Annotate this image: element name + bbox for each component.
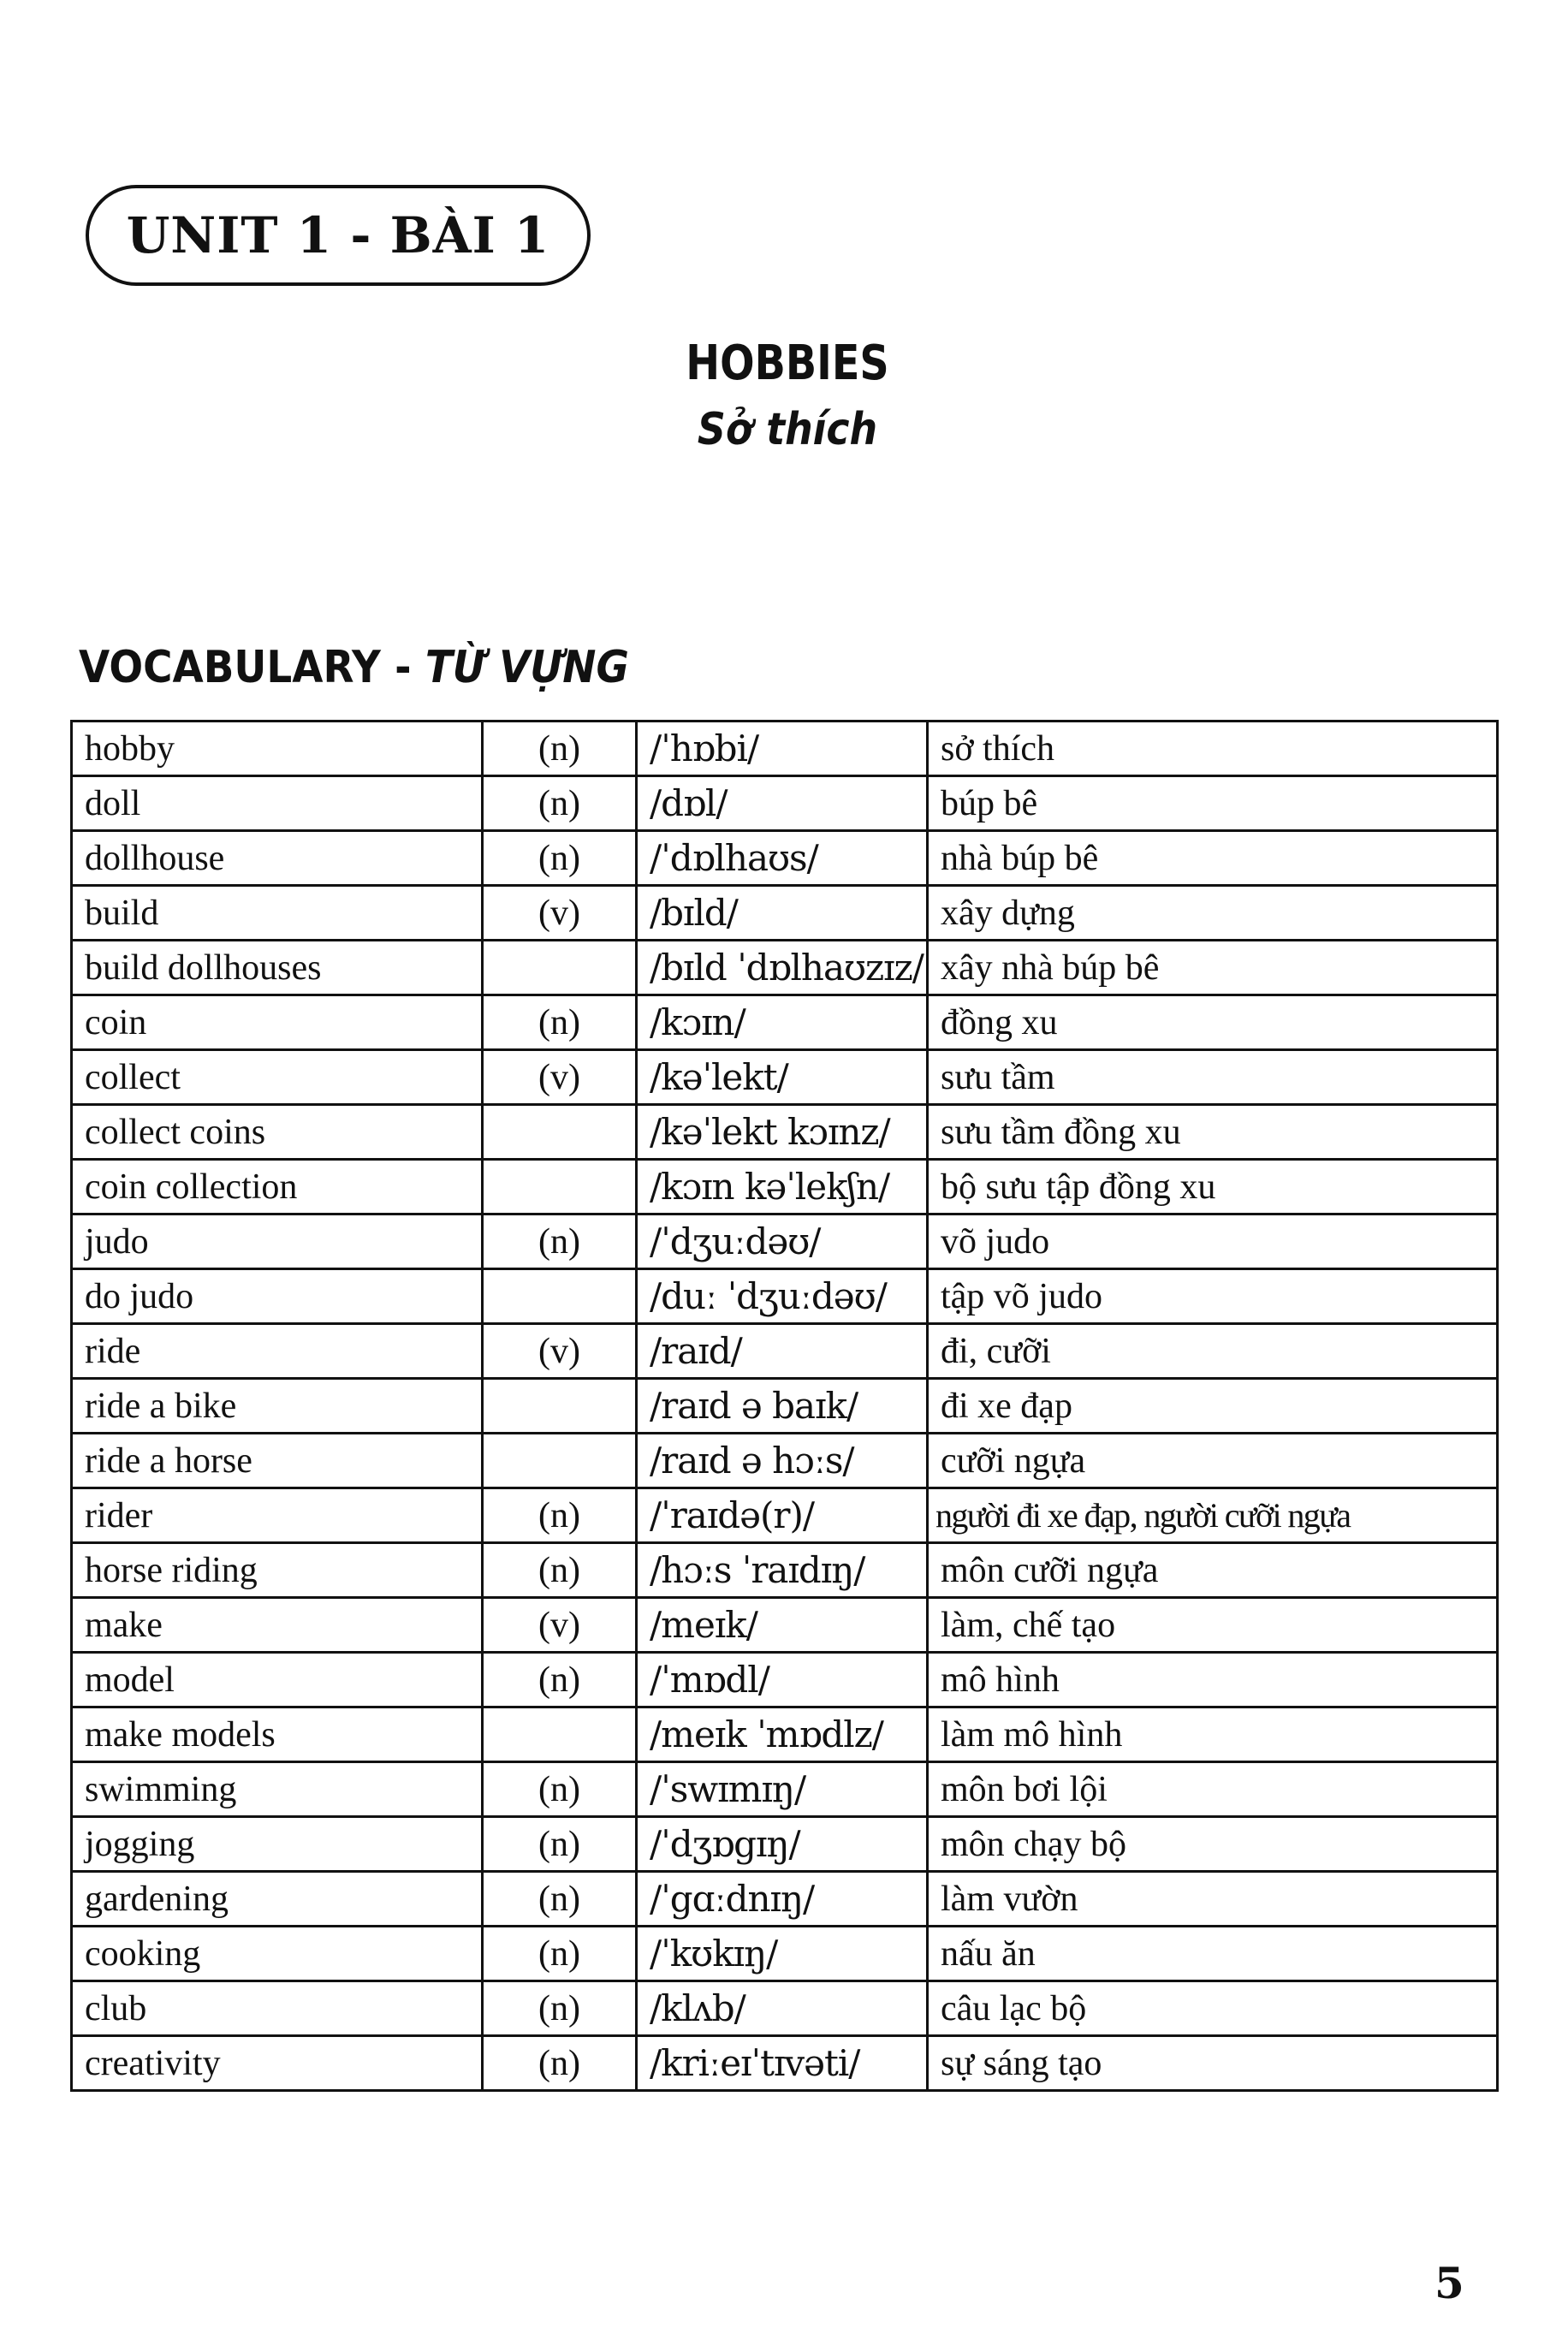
table-row — [72, 941, 1498, 995]
ipa-cell: /ˈmɒdl/ — [637, 1653, 928, 1707]
type-cell: (v) — [483, 1324, 637, 1379]
type-cell: (n) — [483, 1214, 637, 1269]
vocabulary-table-body — [72, 722, 1498, 2091]
table-row — [72, 831, 1498, 886]
ipa-cell: /ˈdʒɒgɪŋ/ — [637, 1817, 928, 1872]
meaning-cell: sưu tầm — [928, 1050, 1498, 1105]
ipa-cell: /ˈdɒlhaʊs/ — [637, 831, 928, 886]
table-row — [72, 1214, 1498, 1269]
word-cell: hobby — [72, 722, 483, 776]
table-row — [72, 995, 1498, 1050]
meaning-cell: đi xe đạp — [928, 1379, 1498, 1434]
meaning-cell: xây nhà búp bê — [928, 941, 1498, 995]
word-cell: ride a bike — [72, 1379, 483, 1434]
meaning-cell: môn cưỡi ngựa — [928, 1543, 1498, 1598]
table-row — [72, 1598, 1498, 1653]
ipa-cell: /raɪd ə baɪk/ — [637, 1379, 928, 1434]
type-cell: (n) — [483, 1762, 637, 1817]
meaning-cell: làm mô hình — [928, 1707, 1498, 1762]
table-row — [72, 1927, 1498, 1981]
page-subtitle: Sở thích — [697, 404, 878, 455]
ipa-cell: /raɪd ə hɔːs/ — [637, 1434, 928, 1488]
word-cell: club — [72, 1981, 483, 2036]
word-cell: swimming — [72, 1762, 483, 1817]
ipa-cell: /ˈkʊkɪŋ/ — [637, 1927, 928, 1981]
meaning-cell: võ judo — [928, 1214, 1498, 1269]
meaning-cell: sở thích — [928, 722, 1498, 776]
meaning-cell: đồng xu — [928, 995, 1498, 1050]
type-cell: (n) — [483, 722, 637, 776]
meaning-cell: làm vườn — [928, 1872, 1498, 1927]
meaning-cell: nhà búp bê — [928, 831, 1498, 886]
page-title: HOBBIES — [686, 336, 889, 391]
type-cell: (n) — [483, 1927, 637, 1981]
word-cell: build — [72, 886, 483, 941]
type-cell: (v) — [483, 1050, 637, 1105]
type-cell — [483, 1707, 637, 1762]
type-cell: (n) — [483, 1981, 637, 2036]
ipa-cell: /kɔɪn/ — [637, 995, 928, 1050]
word-cell: ride a horse — [72, 1434, 483, 1488]
ipa-cell: /hɔːs ˈraɪdɪŋ/ — [637, 1543, 928, 1598]
table-row — [72, 722, 1498, 776]
section-heading-en: VOCABULARY - — [79, 642, 425, 693]
table-row — [72, 1105, 1498, 1160]
meaning-cell: môn chạy bộ — [928, 1817, 1498, 1872]
table-row — [72, 1379, 1498, 1434]
word-cell: make — [72, 1598, 483, 1653]
word-cell: model — [72, 1653, 483, 1707]
ipa-cell: /ˈgɑːdnɪŋ/ — [637, 1872, 928, 1927]
table-row — [72, 776, 1498, 831]
type-cell: (v) — [483, 1598, 637, 1653]
table-row — [72, 886, 1498, 941]
word-cell: build dollhouses — [72, 941, 483, 995]
unit-badge — [86, 185, 591, 286]
type-cell — [483, 1269, 637, 1324]
type-cell — [483, 1434, 637, 1488]
word-cell: horse riding — [72, 1543, 483, 1598]
word-cell: gardening — [72, 1872, 483, 1927]
ipa-cell: /ˈhɒbi/ — [637, 722, 928, 776]
word-cell: collect — [72, 1050, 483, 1105]
type-cell: (n) — [483, 1817, 637, 1872]
meaning-cell: câu lạc bộ — [928, 1981, 1498, 2036]
meaning-cell: sự sáng tạo — [928, 2036, 1498, 2091]
type-cell: (n) — [483, 1653, 637, 1707]
meaning-cell: mô hình — [928, 1653, 1498, 1707]
meaning-cell: bộ sưu tập đồng xu — [928, 1160, 1498, 1214]
table-row — [72, 1817, 1498, 1872]
ipa-cell: /dɒl/ — [637, 776, 928, 831]
table-row — [72, 1762, 1498, 1817]
word-cell: make models — [72, 1707, 483, 1762]
ipa-cell: /ˈraɪdə(r)/ — [637, 1488, 928, 1543]
table-row — [72, 1543, 1498, 1598]
ipa-cell: /duː ˈdʒuːdəʊ/ — [637, 1269, 928, 1324]
ipa-cell: /ˈdʒuːdəʊ/ — [637, 1214, 928, 1269]
ipa-cell: /ˈswɪmɪŋ/ — [637, 1762, 928, 1817]
type-cell — [483, 941, 637, 995]
word-cell: creativity — [72, 2036, 483, 2091]
word-cell: rider — [72, 1488, 483, 1543]
table-row — [72, 1488, 1498, 1543]
word-cell: jogging — [72, 1817, 483, 1872]
meaning-cell: môn bơi lội — [928, 1762, 1498, 1817]
type-cell — [483, 1379, 637, 1434]
meaning-cell: búp bê — [928, 776, 1498, 831]
word-cell: do judo — [72, 1269, 483, 1324]
meaning-cell: làm, chế tạo — [928, 1598, 1498, 1653]
ipa-cell: /kriːeɪˈtɪvəti/ — [637, 2036, 928, 2091]
type-cell: (n) — [483, 831, 637, 886]
table-row — [72, 1653, 1498, 1707]
meaning-cell: nấu ăn — [928, 1927, 1498, 1981]
type-cell: (n) — [483, 1488, 637, 1543]
word-cell: cooking — [72, 1927, 483, 1981]
table-row — [72, 1050, 1498, 1105]
meaning-cell: cưỡi ngựa — [928, 1434, 1498, 1488]
ipa-cell: /klʌb/ — [637, 1981, 928, 2036]
word-cell: dollhouse — [72, 831, 483, 886]
word-cell: coin collection — [72, 1160, 483, 1214]
table-row — [72, 1324, 1498, 1379]
ipa-cell: /kəˈlekt/ — [637, 1050, 928, 1105]
type-cell: (v) — [483, 886, 637, 941]
meaning-cell: đi, cưỡi — [928, 1324, 1498, 1379]
table-row — [72, 1160, 1498, 1214]
table-row — [72, 1434, 1498, 1488]
table-row — [72, 2036, 1498, 2091]
page-number: 5 — [1434, 2258, 1464, 2308]
word-cell: coin — [72, 995, 483, 1050]
ipa-cell: /kəˈlekt kɔɪnz/ — [637, 1105, 928, 1160]
type-cell: (n) — [483, 995, 637, 1050]
ipa-cell: /meɪk ˈmɒdlz/ — [637, 1707, 928, 1762]
type-cell: (n) — [483, 1543, 637, 1598]
ipa-cell: /meɪk/ — [637, 1598, 928, 1653]
word-cell: doll — [72, 776, 483, 831]
unit-label: UNIT 1 - BÀI 1 — [126, 206, 550, 264]
word-cell: ride — [72, 1324, 483, 1379]
table-row — [72, 1981, 1498, 2036]
type-cell — [483, 1105, 637, 1160]
meaning-cell: người đi xe đạp, người cưỡi ngựa — [928, 1488, 1498, 1543]
meaning-cell: sưu tầm đồng xu — [928, 1105, 1498, 1160]
meaning-cell: tập võ judo — [928, 1269, 1498, 1324]
word-cell: collect coins — [72, 1105, 483, 1160]
section-heading — [79, 642, 629, 693]
ipa-cell: /bɪld ˈdɒlhaʊzɪz/ — [637, 941, 928, 995]
table-row — [72, 1872, 1498, 1927]
ipa-cell: /kɔɪn kəˈlekʃn/ — [637, 1160, 928, 1214]
type-cell: (n) — [483, 2036, 637, 2091]
ipa-cell: /raɪd/ — [637, 1324, 928, 1379]
type-cell: (n) — [483, 776, 637, 831]
meaning-cell: xây dựng — [928, 886, 1498, 941]
ipa-cell: /bɪld/ — [637, 886, 928, 941]
word-cell: judo — [72, 1214, 483, 1269]
type-cell — [483, 1160, 637, 1214]
type-cell: (n) — [483, 1872, 637, 1927]
vocabulary-table — [70, 720, 1499, 2092]
table-row — [72, 1269, 1498, 1324]
section-heading-vi: TỪ VỰNG — [425, 642, 629, 693]
table-row — [72, 1707, 1498, 1762]
